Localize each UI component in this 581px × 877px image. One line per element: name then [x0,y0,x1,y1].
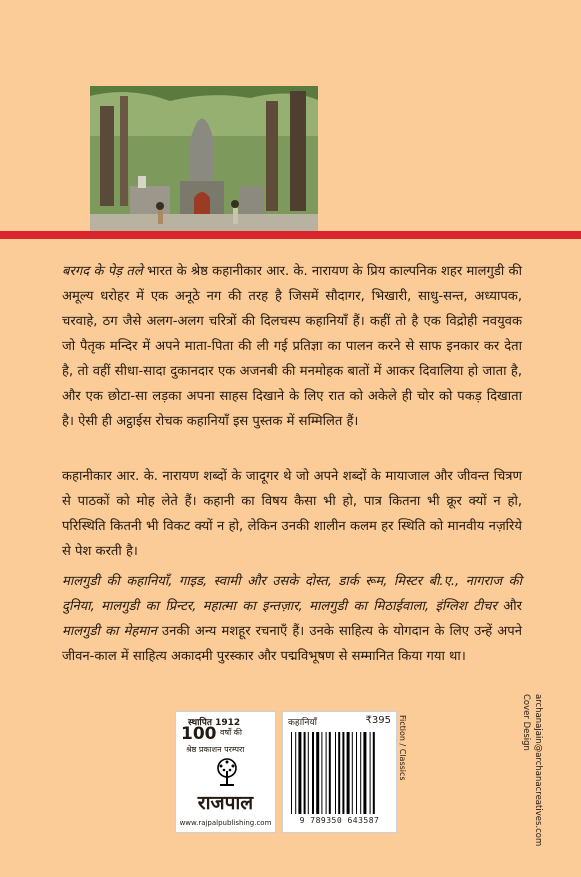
description-paragraph-1 [62,259,522,434]
other-works-2: मालगुडी का मेहमान [62,624,157,639]
description-paragraph-3 [62,569,522,669]
description-paragraph-1-text: भारत के श्रेष्ठ कहानीकार आर. के. नारायण के प्रिय काल्पनिक शहर मालगुडी की अमूल्य धरोहर में एक अनूठे नग की तरह है जिसमें सौदागर, भिखारी, साधु-सन्त, अध्यापक, चरवाहे, ठग जैसे अलग-अलग चरित्रों की दिलचस्प कहानियाँ हैं। कहीं तो है एक विद्रोही नवयुवक जो पैतृक मन्दिर में अपने माता-पिता की ली गई प्रतिज्ञा का पालन करने से साफ इनकार कर देता है, तो वहीं सीधा-सादा दुकानदार एक अजनबी की मनमोहक बातों में आकर दिवालिया हो जाता है, और एक छोटा-सा लड़का अपना साहस दिखाने के लिए रात को अकेले ही चोर को पकड़ दिखाता है। ऐसी ही अट्ठाईस रोचक कहानियाँ इस पुस्तक में सम्मिलित हैं। [62,264,523,429]
red-divider-band [0,231,581,239]
description-paragraph-2: कहानीकार आर. के. नारायण शब्दों के जादूगर थे जो अपने शब्दों के मायाजाल और जीवन्त चित्रण से पाठकों को मोह लेते हैं। कहानी का विषय कैसा भी हो, पात्र कितना भी क्रूर क्यों न हो, परिस्थिति कितनी भी विकट क्यों न हो, लेकिन उनकी शालीन कलम हर स्थिति को मानवीय नज़रिये से पेश करती है। [62,469,522,559]
cover-illustration-temple-banyan [90,86,318,232]
credit-name: archanajain@archanacreatives.com [533,694,543,847]
isbn-number: 9 789350 643587 [299,816,380,825]
hundred-years-number: 100 [181,724,217,744]
category-label: Fiction / Classics [398,715,407,781]
category-label-container [395,711,409,831]
book-title: बरगद के पेड़ तले [62,264,143,279]
cover-design-credit [518,694,548,854]
publisher-logo-box [175,711,276,833]
tradition-text: श्रेष्ठ प्रकाशन परम्परा [186,745,245,754]
description-paragraph-3-text: उनकी अन्य मशहूर रचनाएँ हैं। उनके साहित्य के योगदान के लिए उन्हें अपने जीवन-काल में साहित्य अकादमी पुरस्कार और पद्मविभूषण से सम्मानित किया गया था। [62,624,522,664]
isbn-barcode-icon [289,732,390,814]
other-works-1: मालगुडी की कहानियाँ, गाइड, स्वामी और उसके दोस्त, डार्क रूम, मिस्टर बी.ए., नागराज की दुनिया, मालगुडी का प्रिन्टर, महात्मा का इन्तज़ार, मालगुडी का मिठाईवाला, इंग्लिश टीचर [62,574,522,614]
publisher-website: www.rajpalpublishing.com [179,819,272,827]
publisher-brand: राजपाल [197,792,254,814]
credit-title: Cover Design [521,694,531,751]
price-label: ₹395 [365,715,391,726]
established-text: स्थापित 1912 [188,718,241,728]
tree-logo-icon [212,757,242,787]
conjunction: और [496,599,522,614]
years-text: वर्षों की [220,728,242,737]
barcode-box [282,711,397,833]
genre-label: कहानियाँ [288,718,317,728]
